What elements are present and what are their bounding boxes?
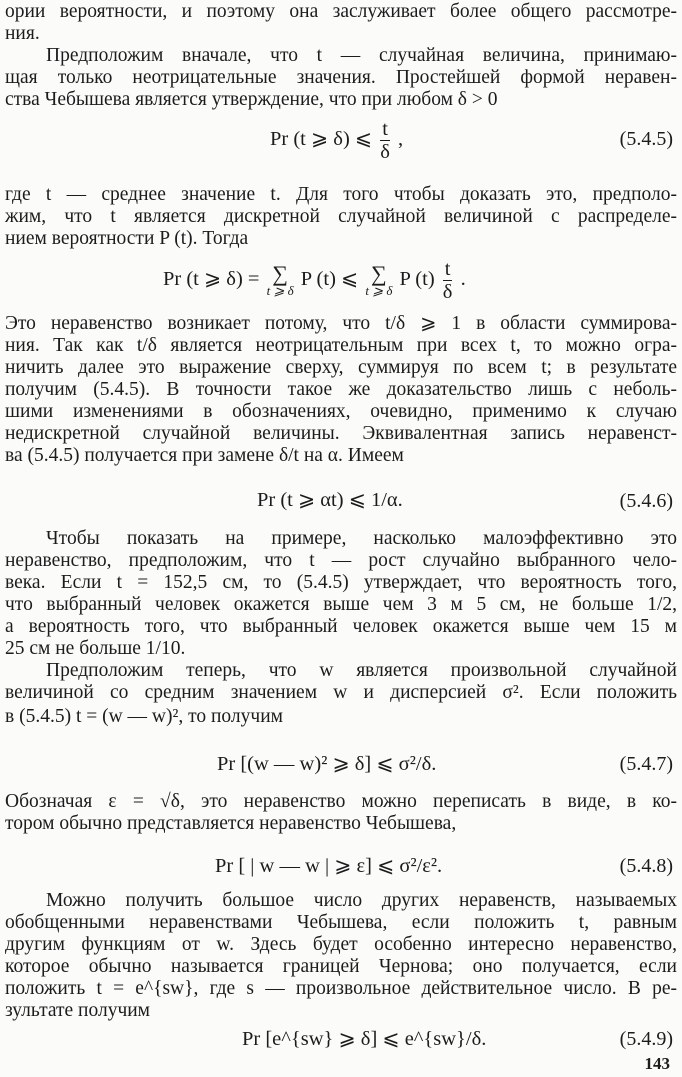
equation-label: (5.4.6) (619, 490, 673, 512)
text-line: ния. (5, 23, 40, 44)
text-line: положить t = e^{sw}, где s — произвольное действительное число. В ре- (5, 978, 677, 999)
text-line: что выбранный человек окажется выше чем 3 м 5 см, не больше 1/2, (5, 594, 677, 615)
equation-label: (5.4.5) (619, 128, 673, 150)
text-line: в (5.4.5) t = (w — w)², то получим (5, 706, 283, 727)
text-line: ничить далее это выражение сверху, суммируя по всем t; в результате (5, 357, 677, 378)
text-line: Предположим теперь, что w является произвольной случайной (46, 660, 677, 681)
equation-5-4-6: Pr (t ⩾ αt) ⩽ 1/α. (257, 489, 403, 511)
text-line: тором обычно представляется неравенство Чебышева, (5, 813, 457, 834)
text-line: Предположим вначале, что t — случайная величина, принимаю- (46, 45, 677, 66)
equation-5-4-8: Pr [ | w — w | ⩾ ε] ⩽ σ²/ε². (215, 855, 443, 877)
text-line: шими изменениями в обозначениях, очевидно, применимо к случаю (5, 401, 677, 422)
text-line: другим функциям от w. Здесь будет особенно интересно неравенство, (5, 934, 677, 955)
text-line: ства Чебышева является утверждение, что при любом δ > 0 (5, 89, 498, 110)
equation-label: (5.4.8) (619, 855, 673, 877)
equation-5-4-7: Pr [(w — w)² ⩾ δ] ⩽ σ²/δ. (217, 753, 437, 775)
text-line: Можно получить большое число других неравенств, называемых (46, 890, 677, 911)
equation-label: (5.4.9) (619, 1028, 673, 1050)
text-line: века. Если t = 152,5 см, то (5.4.5) утверждает, что вероятность того, (5, 572, 677, 593)
text-line: жим, что t является дискретной случайной величиной с распределе- (5, 206, 677, 227)
text-line: щая только неотрицательные значения. Простейшей формой неравен- (5, 67, 677, 88)
text-line: которое обычно называется границей Чернова; оно получается, если (5, 956, 677, 977)
text-line: величиной со средним значением w и дисперсией σ². Если положить (5, 682, 677, 703)
text-line: зультате получим (5, 1000, 151, 1021)
equation-5-4-5: Pr (t ⩾ δ) ⩽ $\frac{t}{\delta}$ , (270, 118, 404, 163)
text-line: а вероятность того, что выбранный человек окажется выше чем 15 м (5, 616, 677, 637)
equation-5-4-9: Pr [e^{sw} ⩾ δ] ⩽ e^{sw}/δ. (242, 1028, 487, 1050)
text-line: недискретной случайной величины. Эквивалентная запись неравенст- (5, 423, 677, 444)
text-line: получим (5.4.5). В точности такое же доказательство лишь с неболь- (5, 379, 677, 400)
text-line: ва (5.4.5) получается при замене δ/t на α. Имеем (5, 445, 404, 466)
text-line: Это неравенство возникает потому, что t/δ ⩾ 1 в области суммирова- (5, 313, 677, 334)
text-line: нием вероятности P (t). Тогда (5, 228, 249, 249)
text-line: ории вероятности, и поэтому она заслуживает более общего рассмотре- (5, 1, 677, 22)
equation-label: (5.4.7) (619, 753, 673, 775)
text-line: ния. Так как t/δ является неотрицательным при всех t, то можно огра- (5, 335, 677, 356)
text-line: неравенство, предположим, что t — рост случайно выбранного чело- (5, 550, 677, 571)
text-line: Чтобы показать на примере, насколько малоэффективно это (46, 528, 677, 549)
text-line: 25 см не больше 1/10. (5, 638, 186, 659)
equation-sum: Pr (t ⩾ δ) = ∑ t ⩾ δ P (t) ⩽ ∑ t ⩾ δ P (t) $\frac{t}{\delta}$ . (163, 258, 466, 303)
text-line: Обозначая ε = √δ, это неравенство можно переписать в виде, в ко- (5, 791, 677, 812)
page-number: 143 (644, 1054, 670, 1073)
text-line: обобщенными неравенствами Чебышева, если положить t, равным (5, 912, 677, 933)
text-line: где t — среднее значение t. Для того чтобы доказать это, предполо- (5, 184, 677, 205)
